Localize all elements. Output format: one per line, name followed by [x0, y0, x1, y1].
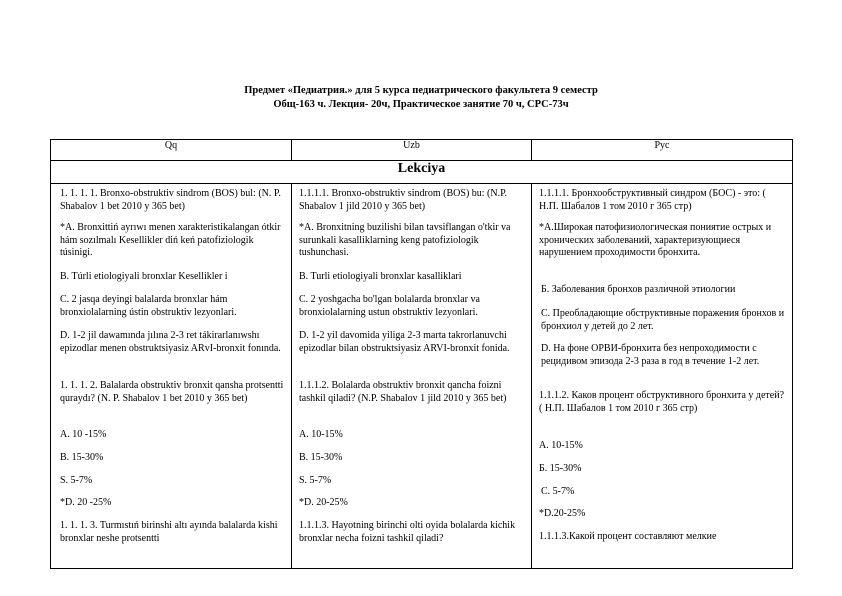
uzb-question-3: 1.1.1.3. Hayotning birinchi olti oyida bolalarda kichik bronxlar necha foizni tashkil qiladi? [299, 520, 516, 544]
qq-question-1: 1. 1. 1. 1. Bronxo-obstruktiv sindrom (BOS) bul: (N. P. Shabalov 1 bet 2010 y 365 bet) [60, 188, 281, 212]
rus-answer-1d: D. На фоне ОРВИ-бронхита без непроходимости с рецидивом эпизода 2-3 раза в год в течение 1-2 лет. [541, 343, 760, 367]
rus-answer-1a: *А.Широкая патофизиологическая пониятие острых и хронических заболеваний, характеризующиеся нарушением проходимости бронхита. [539, 222, 772, 258]
qq-answer-2b: B. 15-30% [60, 452, 104, 463]
rus-answer-1b: Б. Заболевания бронхов различной этиологии [541, 284, 736, 295]
qq-answer-2c: S. 5-7% [60, 475, 93, 486]
uzb-answer-1b: B. Turli etiologiyali bronxlar kasalliklari [299, 271, 462, 282]
uzb-question-2: 1.1.1.2. Bolalarda obstruktiv bronxit qancha foizni tashkil qiladi? (N.P. Shabalov 1 jild 2010 y 365 bet) [299, 380, 507, 404]
uzb-answer-1a: *A. Bronxitning buzilishi bilan tavsiflangan o'tkir va surunkali kasalliklarning keng patofiziologik tushunchasi. [299, 222, 511, 258]
uzb-answer-2c: S. 5-7% [299, 475, 332, 486]
qq-question-2: 1. 1. 1. 2. Balalarda obstruktiv bronxit qansha protsentti quraydı? (N. P. Shabalov 1 bet 2010 y 365 bet) [60, 380, 284, 404]
hours-summary: Общ-163 ч. Лекция- 20ч, Практическое занятие 70 ч, СРС-73ч [273, 99, 569, 110]
qq-answer-1d: D. 1-2 jil dawamında jılına 2-3 ret tákirarlanıwshı epizodlar menen obstruktsiyasiz ARvI-bronxit fonında. [60, 330, 281, 354]
rus-answer-2d: *D.20-25% [539, 508, 586, 519]
column-header-row [51, 140, 793, 161]
qq-column-cell [51, 184, 291, 568]
column-header-rus: Рус [532, 140, 793, 161]
qq-answer-2d: *D. 20 -25% [60, 497, 112, 508]
rus-column-cell [532, 184, 792, 568]
section-title: Lekciya [51, 161, 793, 184]
rus-question-1: 1.1.1.1. Бронхообструктивный синдром (БОС) - это: ( Н.П. Шабалов 1 том 2010 г 365 стр) [539, 188, 766, 212]
uzb-answer-2b: B. 15-30% [299, 452, 343, 463]
content-row [51, 184, 793, 569]
qq-answer-2a: A. 10 -15% [60, 429, 107, 440]
document-title: Предмет «Педиатрия.» для 5 курса педиатрического факультета 9 семестр [244, 85, 598, 96]
uzb-answer-1c: C. 2 yoshgacha bo'lgan bolalarda bronxlar va bronxiolalarning ustun obstruktiv lezyonlari. [299, 294, 480, 318]
uzb-answer-2d: *D. 20-25% [299, 497, 348, 508]
qq-answer-1c: C. 2 jasqa deyingi balalarda bronxlar hám bronxiolalarning ústin obstruktiv lezyonlari. [60, 294, 237, 318]
rus-question-3: 1.1.1.3.Какой процент составляют мелкие [539, 531, 717, 542]
qq-answer-1b: B. Túrli etiologiyali bronxlar Kesellikler i [60, 271, 228, 282]
uzb-question-1: 1.1.1.1. Bronxo-obstruktiv sindrom (BOS) bu: (N.P. Shabalov 1 jild 2010 y 365 bet) [299, 188, 508, 212]
rus-answer-2c: С. 5-7% [541, 486, 575, 497]
qq-answer-1a: *A. Bronxittiń ayrıwı menen xarakteristikalangan ótkir hám sozılmalı Kesellikler diń keń patofiziologik túsinigi. [60, 222, 281, 258]
section-row [51, 161, 793, 184]
column-header-uzb: Uzb [292, 140, 532, 161]
rus-question-2: 1.1.1.2. Каков процент обструктивного бронхита у детей? ( Н.П. Шабалов 1 том 2010 г 365 стр) [539, 390, 785, 414]
rus-answer-2a: А. 10-15% [539, 440, 583, 451]
rus-answer-1c: С. Преобладающие обструктивные поражения бронхов и бронхиол у детей до 2 лет. [541, 308, 785, 332]
uzb-answer-1d: D. 1-2 yil davomida yiliga 2-3 marta takrorlanuvchi epizodlar bilan obstruktsiyasiz ARVI-bronxit fonida. [299, 330, 510, 354]
uzb-answer-2a: A. 10-15% [299, 429, 343, 440]
qq-question-3: 1. 1. 1. 3. Turmıstıń birinshi altı ayında balalarda kishi bronxlar neshe protsentti [60, 520, 278, 544]
uzb-column-cell [292, 184, 531, 568]
questions-table [50, 139, 793, 569]
rus-answer-2b: Б. 15-30% [539, 463, 582, 474]
column-header-qq: Qq [51, 140, 292, 161]
